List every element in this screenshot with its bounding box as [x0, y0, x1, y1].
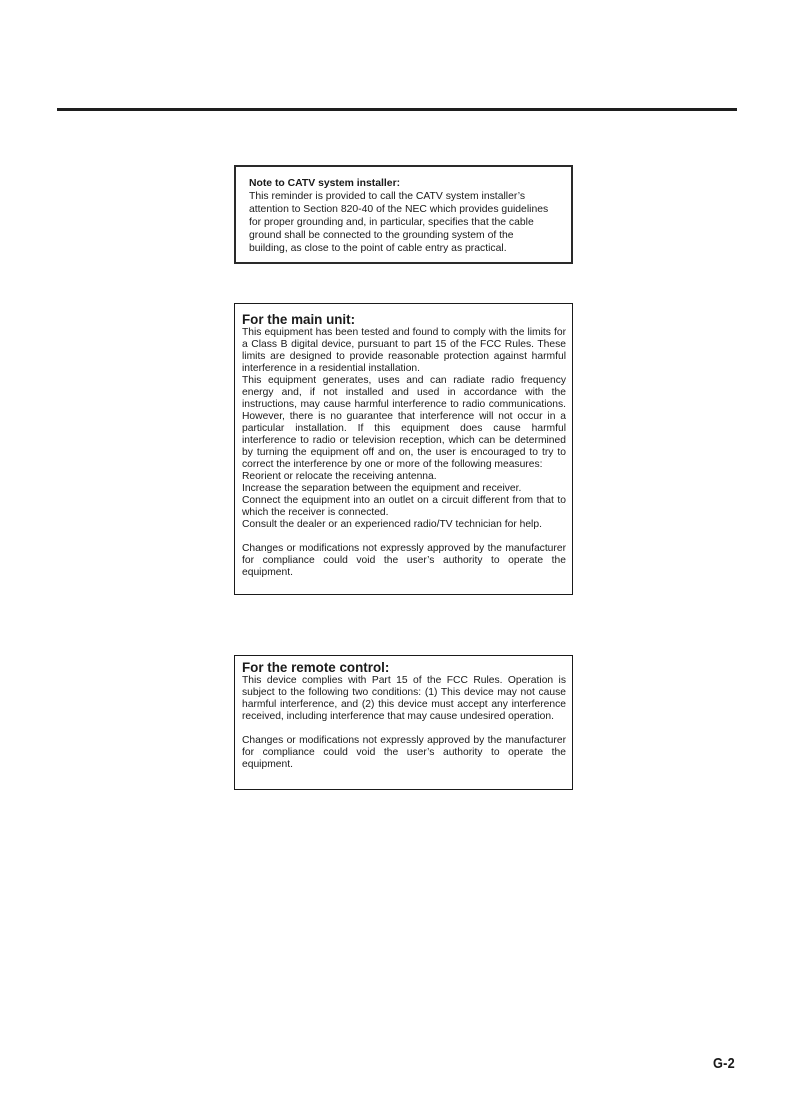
- header-rule: [57, 108, 737, 111]
- main-unit-changes-warning: Changes or modifications not expressly approved by the manufacturer for compliance could void the user’s authority to operate the equipment.: [242, 543, 566, 578]
- catv-note-line: attention to Section 820-40 of the NEC which provides guidelines: [249, 204, 549, 215]
- main-unit-fcc-notice: [234, 303, 573, 595]
- remote-control-changes-warning: Changes or modifications not expressly approved by the manufacturer for compliance could void the user’s authority to operate the equipment.: [242, 735, 566, 770]
- measure-item: Reorient or relocate the receiving antenna.: [242, 471, 437, 482]
- measure-item: Connect the equipment into an outlet on a circuit different from that to which the receiver is connected.: [242, 495, 566, 518]
- measure-item: Consult the dealer or an experienced radio/TV technician for help.: [242, 519, 542, 530]
- remote-control-paragraph: This device complies with Part 15 of the FCC Rules. Operation is subject to the following two conditions: (1) This device may not cause harmful interference, and (2) this device must accept any interference received, including interference that may cause undesired operation.: [242, 675, 566, 722]
- catv-note-line: ground shall be connected to the grounding system of the: [249, 230, 514, 241]
- measure-item: Increase the separation between the equipment and receiver.: [242, 483, 522, 494]
- page-number: G-2: [713, 1055, 736, 1072]
- catv-note-line: for proper grounding and, in particular, specifies that the cable: [249, 217, 534, 228]
- remote-control-heading: For the remote control:: [242, 660, 390, 675]
- catv-note-title: Note to CATV system installer:: [249, 178, 401, 189]
- catv-note-line: This reminder is provided to call the CATV system installer’s: [249, 191, 526, 202]
- main-unit-paragraph-1: This equipment has been tested and found to comply with the limits for a Class B digital device, pursuant to part 15 of the FCC Rules. These limits are designed to provide reasonable protection against harmful interference in a residential installation.: [242, 327, 566, 374]
- main-unit-heading: For the main unit:: [242, 312, 356, 327]
- catv-note-line: building, as close to the point of cable entry as practical.: [249, 243, 507, 254]
- main-unit-paragraph-2: This equipment generates, uses and can radiate radio frequency energy and, if not installed and used in accordance with the instructions, may cause harmful interference to radio communications. However, there is no guarantee that interference will not occur in a particular installation. If this equipment does cause harmful interference to radio or television reception, which can be determined by turning the equipment off and on, the user is encouraged to try to correct the interference by one or more of the following measures:: [242, 375, 566, 470]
- remote-control-fcc-notice: [234, 655, 573, 790]
- catv-installer-note: [234, 165, 573, 264]
